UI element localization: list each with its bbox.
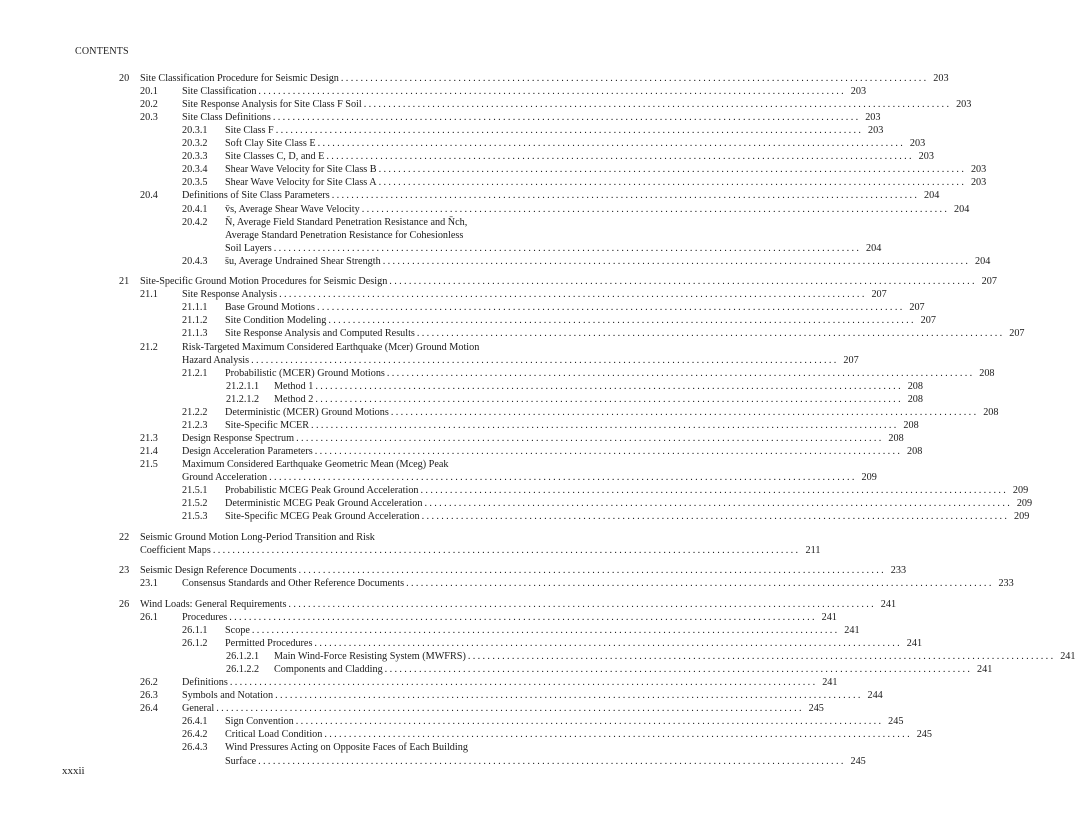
toc-entry[interactable] (0, 715, 904, 728)
toc-title: Main Wind-Force Resisting System (MWFRS) (274, 651, 466, 663)
toc-page-number: 204 (954, 203, 970, 215)
toc-page-number: 207 (909, 302, 925, 314)
toc-entry[interactable] (0, 471, 877, 484)
toc-title: Probabilistic MCEG Peak Ground Acceleration (225, 485, 419, 497)
toc-number: 20.3.1 (182, 125, 208, 137)
toc-number: 20.3.2 (182, 138, 208, 150)
toc-entry[interactable] (0, 531, 638, 544)
toc-number: 26.1.2.2 (226, 664, 260, 676)
toc-title: Wind Loads: General Requirements (140, 598, 287, 610)
toc-page-number: 245 (850, 755, 866, 767)
toc-number: 20.3.5 (182, 177, 208, 189)
toc-page-number: 209 (861, 472, 877, 483)
toc-page-number: 203 (970, 164, 987, 176)
toc-number: 21.2 (140, 341, 158, 353)
toc-number: 21.1.1 (182, 302, 208, 314)
toc-page-number: 209 (1014, 511, 1030, 523)
toc-title: Procedures (182, 611, 228, 623)
dot-leader: ........................................................................................................................ (326, 151, 914, 163)
toc-title: Risk-Targeted Maximum Considered Earthquake (Mcer) Ground Motion (182, 341, 480, 353)
toc-page-number: 204 (975, 255, 991, 267)
toc-title: Site-Specific MCEG Peak Ground Acceleration (225, 511, 420, 523)
dot-leader: ........................................................................................................................ (258, 86, 847, 98)
toc-title: Definitions (182, 677, 228, 689)
dot-leader: ........................................................................................................................ (296, 432, 884, 444)
toc-number: 21 (119, 276, 130, 288)
dot-leader: ........................................................................................................................ (229, 677, 818, 689)
toc-page-number: 208 (983, 406, 999, 418)
toc-number: 21.2.1 (182, 367, 208, 379)
toc-title: Symbols and Notation (182, 690, 274, 702)
toc-title: Consensus Standards and Other Reference Documents (182, 578, 405, 590)
toc-title: Permitted Procedures (225, 638, 313, 650)
toc-title: Maximum Considered Earthquake Geometric Mean (Mceg) Peak (182, 458, 449, 470)
toc-number: 21.5 (140, 458, 158, 470)
toc-entry[interactable] (0, 137, 926, 150)
toc-title: Site Class Definitions (182, 112, 271, 124)
toc-number: 20 (119, 73, 130, 84)
toc-page-number: 203 (918, 151, 934, 163)
toc-page-number: 207 (843, 354, 859, 366)
toc-number: 20.4.3 (182, 255, 208, 267)
toc-entry[interactable] (0, 689, 883, 702)
dot-leader: ........................................................................................................................ (361, 203, 950, 215)
toc-title: Site-Specific Ground Motion Procedures for Seismic Design (140, 276, 388, 288)
toc-page-number: 245 (916, 729, 932, 741)
dot-leader: ........................................................................................................................ (389, 276, 977, 288)
toc-entry[interactable] (0, 741, 638, 754)
dot-leader: ........................................................................................................................ (298, 565, 887, 577)
toc-title: Method 2 (274, 393, 314, 405)
dot-leader: ........................................................................................................................ (378, 177, 967, 189)
toc-entry[interactable] (0, 406, 999, 419)
toc-title: Deterministic MCEG Peak Ground Acceleration (225, 498, 423, 510)
dot-leader: ........................................................................................................................ (390, 406, 979, 418)
toc-number: 20.1 (140, 86, 158, 98)
toc-entry[interactable] (0, 728, 932, 741)
toc-entry[interactable] (0, 288, 887, 301)
toc-title: Soil Layers (225, 242, 272, 254)
toc-entry[interactable] (0, 203, 970, 216)
toc-page-number: 208 (888, 432, 904, 444)
toc-number: 21.2.1.2 (226, 393, 260, 405)
toc-number: 21.3 (140, 432, 158, 444)
toc-page-number: 204 (866, 242, 882, 254)
toc-title: Hazard Analysis (182, 354, 250, 366)
toc-number: 20.4.1 (182, 203, 208, 215)
toc-page-number: 204 (924, 190, 940, 202)
toc-entry[interactable] (0, 510, 1030, 523)
dot-leader: ........................................................................................................................ (216, 703, 804, 715)
running-head: CONTENTS (75, 46, 129, 57)
dot-leader: ........................................................................................................................ (328, 315, 916, 327)
toc-entry[interactable] (0, 702, 824, 715)
toc-title: Deterministic (MCER) Ground Motions (225, 406, 389, 418)
toc-entry[interactable] (0, 216, 638, 229)
toc-page-number: 209 (1012, 485, 1029, 497)
toc-number: 23 (119, 565, 130, 577)
toc-title: v̄s, Average Shear Wave Velocity (225, 203, 360, 215)
toc-title: Shear Wave Velocity for Site Class B (225, 164, 377, 176)
toc-entry[interactable] (0, 544, 821, 557)
toc-number: 26.1.2 (182, 638, 208, 650)
dot-leader: ........................................................................................................................ (269, 472, 857, 483)
toc-title: Site Class F (225, 125, 274, 137)
toc-title: Site Classes C, D, and E (225, 151, 325, 163)
toc-title: Probabilistic (MCER) Ground Motions (225, 367, 385, 379)
toc-title: Site Classification Procedure for Seismic Design (140, 73, 339, 84)
toc-number: 20.3.3 (182, 151, 208, 163)
toc-entry[interactable] (0, 676, 838, 689)
toc-number: 21.1 (140, 289, 158, 301)
dot-leader: ........................................................................................................................ (251, 354, 839, 366)
dot-leader: ........................................................................................................................ (331, 190, 920, 202)
dot-leader: ........................................................................................................................ (317, 302, 905, 314)
toc-page-number: 208 (903, 419, 919, 431)
toc-entry[interactable] (0, 458, 638, 471)
toc-entry[interactable] (0, 314, 936, 327)
toc-entry[interactable] (0, 564, 907, 577)
toc-title: Average Standard Penetration Resistance for Cohesionless (225, 229, 464, 241)
toc-title: s̄u, Average Undrained Shear Strength (225, 255, 381, 267)
toc-title: Seismic Design Reference Documents (140, 565, 297, 577)
dot-leader: ........................................................................................................................ (311, 419, 899, 431)
toc-entry[interactable] (0, 229, 638, 242)
dot-leader: ........................................................................................................................ (314, 445, 903, 457)
dot-leader: ........................................................................................................................ (467, 651, 1056, 663)
dot-leader: ........................................................................................................................ (416, 328, 1005, 340)
toc-number: 26.1.1 (182, 625, 208, 636)
dot-leader: ........................................................................................................................ (275, 690, 863, 702)
dot-leader: ........................................................................................................................ (378, 164, 967, 176)
toc-number: 20.4.2 (182, 216, 208, 228)
toc-entry[interactable] (0, 341, 638, 354)
dot-leader: ........................................................................................................................ (251, 625, 840, 636)
dot-leader: ........................................................................................................................ (340, 73, 929, 84)
toc-page-number: 208 (907, 445, 923, 457)
toc-number: 20.3 (140, 112, 158, 124)
toc-title: Site Classification (182, 86, 257, 98)
toc-page-number: 245 (808, 703, 824, 715)
dot-leader: ........................................................................................................................ (406, 578, 994, 590)
toc-page-number: 245 (888, 716, 904, 728)
toc-page-number: 241 (821, 611, 837, 623)
toc-number: 21.5.2 (182, 498, 208, 510)
toc-entry[interactable] (0, 624, 860, 637)
toc-title: Design Acceleration Parameters (182, 445, 313, 457)
toc-title: Coefficient Maps (140, 544, 211, 556)
dot-leader: ........................................................................................................................ (384, 664, 973, 676)
toc-title: Seismic Ground Motion Long-Period Transition and Risk (140, 531, 375, 543)
toc-number: 22 (119, 531, 130, 543)
toc-number: 26.2 (140, 677, 158, 689)
toc-title: Surface (225, 755, 257, 767)
toc-page-number: 241 (977, 664, 993, 676)
toc-entry[interactable] (0, 650, 1075, 663)
toc-entry[interactable] (0, 111, 881, 124)
toc-page-number: 233 (890, 565, 907, 577)
toc-entry[interactable] (0, 432, 904, 445)
toc-page-number: 208 (979, 367, 995, 379)
toc-number: 23.1 (140, 578, 158, 590)
dot-leader: ........................................................................................................................ (386, 367, 975, 379)
toc-title: Critical Load Condition (225, 729, 323, 741)
dot-leader: ........................................................................................................................ (324, 729, 912, 741)
dot-leader: ........................................................................................................................ (258, 755, 846, 767)
toc-page-number: 203 (933, 73, 949, 84)
toc-page-number: 203 (956, 99, 972, 111)
toc-number: 21.1.2 (182, 315, 208, 327)
toc-entry[interactable] (0, 637, 923, 650)
toc-entry[interactable] (0, 598, 897, 611)
toc-page-number: 203 (868, 125, 884, 137)
toc-entry[interactable] (0, 380, 923, 393)
toc-page-number: 207 (1009, 328, 1025, 340)
toc-title: Site Response Analysis for Site Class F Soil (182, 99, 362, 111)
toc-entry[interactable] (0, 242, 882, 255)
dot-leader: ........................................................................................................................ (424, 498, 1013, 510)
toc-entry[interactable] (0, 577, 1014, 590)
toc-title: Site Condition Modeling (225, 315, 327, 327)
dot-leader: ........................................................................................................................ (275, 125, 864, 137)
toc-entry[interactable] (0, 611, 837, 624)
page-number: xxxii (62, 765, 85, 777)
toc-number: 26.4 (140, 703, 158, 715)
toc-entry[interactable] (0, 354, 859, 367)
toc-entry[interactable] (0, 85, 867, 98)
dot-leader: ........................................................................................................................ (315, 393, 903, 405)
dot-leader: ........................................................................................................................ (382, 255, 971, 267)
toc-number: 26.4.1 (182, 716, 208, 728)
toc-page-number: 207 (871, 289, 887, 301)
toc-entry[interactable] (0, 367, 995, 380)
dot-leader: ........................................................................................................................ (420, 485, 1009, 497)
toc-page-number: 209 (1016, 498, 1033, 510)
toc-page-number: 241 (844, 625, 860, 636)
toc-number: 21.5.3 (182, 511, 208, 523)
toc-page-number: 203 (865, 112, 881, 124)
toc-entry[interactable] (0, 755, 866, 768)
toc-number: 20.4 (140, 190, 158, 202)
toc-title: Site Response Analysis (182, 289, 278, 301)
toc-page-number: 244 (867, 690, 883, 702)
toc-entry[interactable] (0, 124, 884, 137)
toc-page-number: 208 (907, 393, 923, 405)
toc-page-number: 207 (981, 276, 997, 288)
toc-entry[interactable] (0, 275, 997, 288)
toc-number: 21.5.1 (182, 485, 208, 497)
dot-leader: ........................................................................................................................ (314, 638, 903, 650)
dot-leader: ........................................................................................................................ (279, 289, 867, 301)
dot-leader: ........................................................................................................................ (212, 544, 801, 556)
toc-page-number: 211 (805, 544, 821, 556)
toc-title: Method 1 (274, 380, 314, 392)
toc-number: 21.2.1.1 (226, 380, 260, 392)
toc-number: 21.1.3 (182, 328, 208, 340)
dot-leader: ........................................................................................................................ (317, 138, 906, 150)
toc-number: 20.2 (140, 99, 158, 111)
toc-number: 26 (119, 598, 130, 610)
toc-entry[interactable] (0, 445, 923, 458)
toc-title: Shear Wave Velocity for Site Class A (225, 177, 377, 189)
toc-entry[interactable] (0, 301, 925, 314)
toc-title: N̄, Average Field Standard Penetration Resistance and N̄ch, (225, 216, 468, 228)
toc-number: 26.1.2.1 (226, 651, 260, 663)
dot-leader: ........................................................................................................................ (363, 99, 952, 111)
toc-page-number: 241 (906, 638, 923, 650)
dot-leader: ........................................................................................................................ (295, 716, 884, 728)
toc-number: 21.4 (140, 445, 158, 457)
toc-entry[interactable] (0, 663, 993, 676)
toc-entry[interactable] (0, 189, 940, 202)
toc-entry[interactable] (0, 176, 987, 189)
toc-title: General (182, 703, 215, 715)
toc-entry[interactable] (0, 255, 991, 268)
toc-entry[interactable] (0, 98, 972, 111)
toc-entry[interactable] (0, 419, 919, 432)
dot-leader: ........................................................................................................................ (273, 242, 862, 254)
toc-page-number: 203 (850, 86, 867, 98)
toc-page-number: 207 (920, 315, 936, 327)
toc-title: Design Response Spectrum (182, 432, 295, 444)
toc-page-number: 241 (1060, 651, 1075, 663)
toc-page-number: 233 (998, 578, 1014, 590)
dot-leader: ........................................................................................................................ (288, 598, 877, 610)
toc-page-number: 241 (822, 677, 838, 689)
toc-number: 21.2.2 (182, 406, 208, 418)
toc-title: Components and Cladding (274, 664, 383, 676)
toc-number: 20.3.4 (182, 164, 208, 176)
toc-number: 21.2.3 (182, 419, 208, 431)
toc-number: 26.1 (140, 611, 158, 623)
toc-number: 26.4.3 (182, 742, 208, 754)
toc-title: Base Ground Motions (225, 302, 315, 314)
toc-number: 26.3 (140, 690, 158, 702)
toc-entry[interactable] (0, 327, 1025, 340)
dot-leader: ........................................................................................................................ (229, 611, 817, 623)
toc-title: Scope (225, 625, 250, 636)
toc-page-number: 208 (907, 380, 923, 392)
toc-page-number: 203 (970, 177, 987, 189)
dot-leader: ........................................................................................................................ (272, 112, 861, 124)
toc-title: Site-Specific MCER (225, 419, 310, 431)
toc-page-number: 203 (909, 138, 926, 150)
toc-number: 26.4.2 (182, 729, 208, 741)
toc-entry[interactable] (0, 163, 987, 176)
toc-title: Site Response Analysis and Computed Results (225, 328, 415, 340)
toc-title: Wind Pressures Acting on Opposite Faces of Each Building (225, 742, 468, 754)
toc-entry[interactable] (0, 150, 934, 163)
toc-title: Soft Clay Site Class E (225, 138, 316, 150)
dot-leader: ........................................................................................................................ (421, 511, 1010, 523)
toc-title: Ground Acceleration (182, 472, 268, 483)
toc-title: Sign Convention (225, 716, 294, 728)
toc-page-number: 241 (880, 598, 897, 610)
dot-leader: ........................................................................................................................ (315, 380, 903, 392)
toc-entry[interactable] (0, 497, 1033, 510)
toc-title: Definitions of Site Class Parameters (182, 190, 330, 202)
toc-entry[interactable] (0, 393, 923, 406)
toc-entry[interactable] (0, 72, 949, 85)
toc-entry[interactable] (0, 484, 1029, 497)
